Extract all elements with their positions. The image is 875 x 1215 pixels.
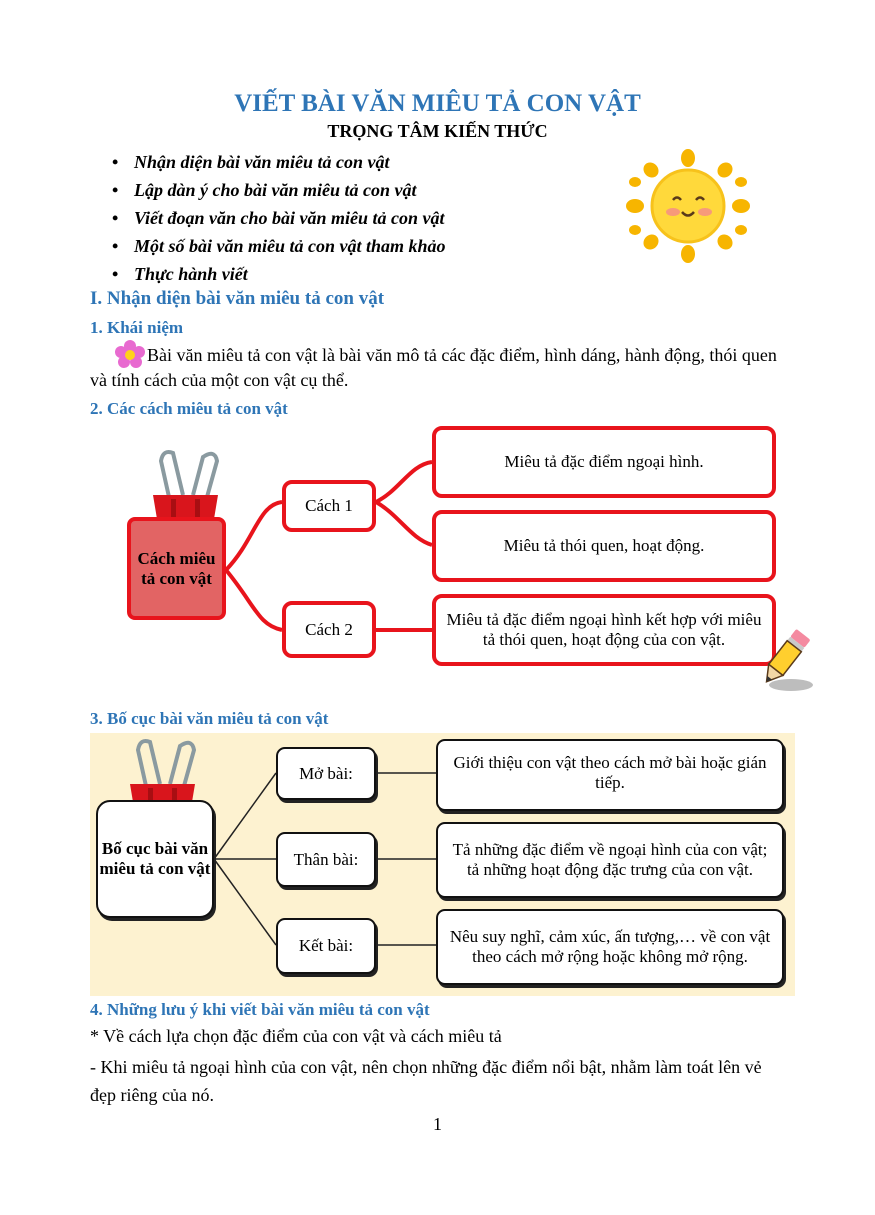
way-leaf-node	[432, 510, 776, 582]
way-leaf-node	[432, 594, 776, 666]
section-heading: I. Nhận diện bài văn miêu tả con vật	[90, 288, 385, 309]
way-leaf-label: Miêu tả đặc điểm ngoại hình.	[504, 452, 704, 471]
way-leaf-label: Miêu tả đặc điểm ngoại hình kết hợp với miêu tả thói quen, hoạt động của con vật.	[446, 610, 762, 649]
list-item: • Thực hành viết	[112, 260, 446, 288]
layout-desc-label: Nêu suy nghĩ, cảm xúc, ấn tượng,… về con vật theo cách mở rộng hoặc không mở rộng.	[449, 927, 771, 966]
way-2-label: Cách 2	[305, 619, 353, 639]
notes-heading: 4. Những lưu ý khi viết bài văn miêu tả con vật	[90, 1000, 430, 1019]
layout-part-label: Kết bài:	[298, 936, 354, 955]
list-item: • Viết đoạn văn cho bài văn miêu tả con vật	[112, 204, 446, 232]
page-number: 1	[433, 1114, 442, 1134]
list-item: • Nhận diện bài văn miêu tả con vật	[112, 148, 446, 176]
list-item: • Lập dàn ý cho bài văn miêu tả con vật	[112, 176, 446, 204]
page-title: VIẾT BÀI VĂN MIÊU TẢ CON VẬT	[234, 90, 641, 117]
way-leaf-node	[432, 426, 776, 498]
concept-heading: 1. Khái niệm	[90, 318, 184, 337]
layout-part-node	[276, 747, 376, 800]
layout-desc-label: Giới thiệu con vật theo cách mở bài hoặc gián tiếp.	[453, 753, 767, 792]
way-2-node	[282, 601, 376, 658]
list-item: • Một số bài văn miêu tả con vật tham khảo	[112, 232, 446, 260]
layout-heading: 3. Bố cục bài văn miêu tả con vật	[90, 709, 329, 728]
ways-center-label: Cách miêu tả con vật	[137, 548, 216, 588]
pencil-icon	[753, 625, 815, 695]
way-1-node	[282, 480, 376, 532]
layout-part-label: Thân bài:	[293, 849, 359, 869]
way-1-label: Cách 1	[305, 496, 353, 515]
layout-part-node	[276, 832, 376, 887]
ways-heading: 2. Các cách miêu tả con vật	[90, 399, 288, 418]
note-line: * Về cách lựa chọn đặc điểm của con vật và cách miêu tả	[90, 1026, 502, 1046]
layout-desc-node	[436, 822, 784, 898]
layout-desc-label: Tả những đặc điểm về ngoại hình của con vật; tả những hoạt động đặc trưng của con vật.	[452, 840, 768, 879]
ways-center-node	[127, 517, 226, 620]
layout-center-label: Bố cục bài văn miêu tả con vật	[99, 839, 211, 878]
way-leaf-label: Miêu tả thói quen, hoạt động.	[503, 536, 705, 555]
layout-part-label: Mở bài:	[299, 763, 353, 783]
layout-part-node	[276, 918, 376, 974]
sun-icon	[623, 148, 753, 263]
layout-desc-node	[436, 909, 784, 985]
note-line: - Khi miêu tả ngoại hình của con vật, nên chọn những đặc điểm nổi bật, nhằm làm toát lên vẻ đẹp riêng của nó.	[90, 1057, 762, 1105]
layout-desc-node	[436, 739, 784, 811]
layout-center-node	[96, 800, 214, 918]
concept-text: Bài văn miêu tả con vật là bài văn mô tả các đặc điểm, hình dáng, hành động, thói quen và tính cách của một con vật cụ thể.	[90, 345, 777, 390]
objectives-list	[112, 148, 446, 288]
page-subtitle: TRỌNG TÂM KIẾN THỨC	[327, 121, 548, 141]
